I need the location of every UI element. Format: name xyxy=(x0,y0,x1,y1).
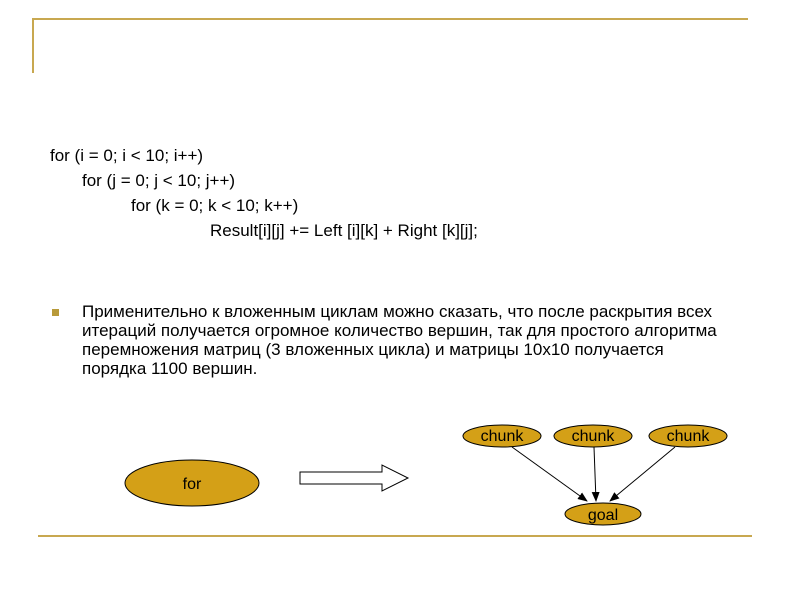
chunk-node-3-label: chunk xyxy=(666,428,710,445)
code-line-2: for (j = 0; j < 10; j++) xyxy=(82,171,236,190)
chunk-node-2-label: chunk xyxy=(571,428,615,445)
for-node-label: for xyxy=(182,476,202,493)
edge-chunk3-goal xyxy=(610,447,675,501)
chunk-node-1-label: chunk xyxy=(480,428,524,445)
bullet-paragraph: Применительно к вложенным циклам можно сказать, что после раскрытия всех итераций получается огромное количество вершин, так для простого алгоритма перемножения матриц (3 вложенных цикла) и матрицы 10х10 получается порядка 1100 вершин. xyxy=(82,302,717,378)
code-line-1: for (i = 0; i < 10; i++) xyxy=(50,146,204,165)
transform-arrow xyxy=(300,465,408,491)
goal-node-label: goal xyxy=(587,507,619,524)
code-line-4: Result[i][j] += Left [i][k] + Right [k][j]; xyxy=(210,221,478,240)
edge-chunk1-goal xyxy=(512,447,587,501)
edge-chunk2-goal xyxy=(594,447,596,501)
code-line-3: for (k = 0; k < 10; k++) xyxy=(131,196,299,215)
